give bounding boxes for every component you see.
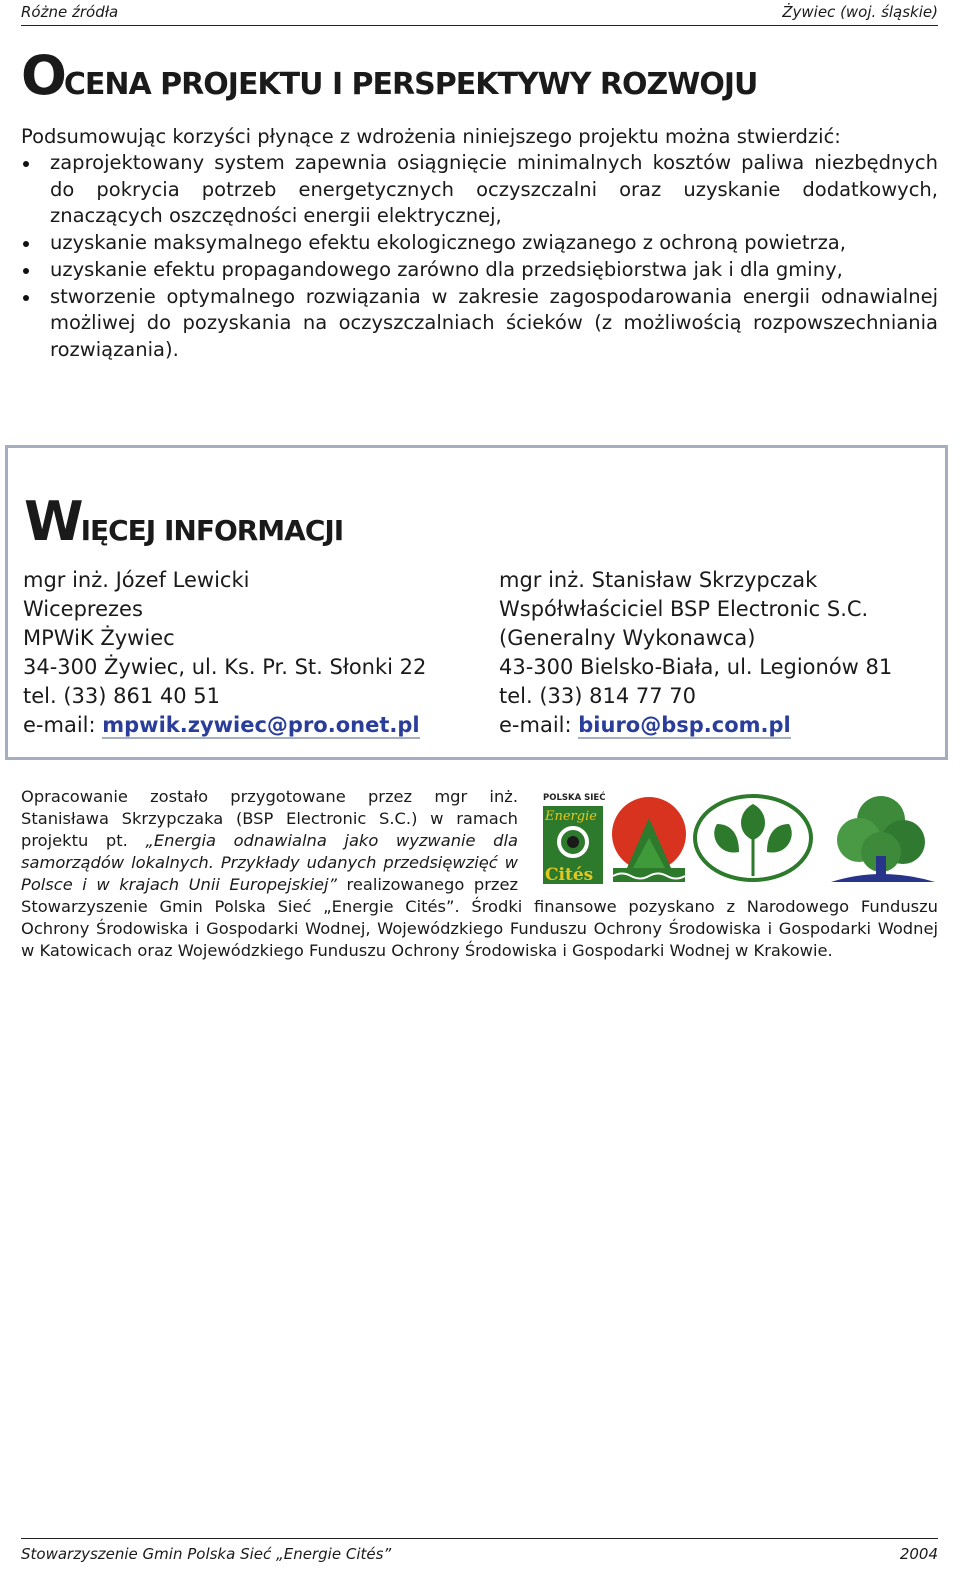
contact-phone: tel. (33) 814 77 70 xyxy=(499,684,696,708)
bullet-icon xyxy=(23,268,29,274)
intro-text: Podsumowując korzyści płynące z wdrożenia niniejszego projektu można stwierdzić: xyxy=(21,125,841,148)
footer-left: Stowarzyszenie Gmin Polska Sieć „Energie Cités” xyxy=(21,1545,392,1563)
list-item xyxy=(21,230,938,257)
title-rest: CENA PROJEKTU I PERSPEKTYWY ROZWOJU xyxy=(63,67,758,102)
section-title-info xyxy=(24,490,343,553)
list-item-text: uzyskanie efektu propagandowego zarówno dla przedsiębiorstwa jak i dla gminy, xyxy=(50,257,843,281)
section-title-ocena xyxy=(21,44,757,107)
bullet-icon xyxy=(23,295,29,301)
footer-year: 2004 xyxy=(899,1545,938,1563)
email-label: e-mail: xyxy=(23,713,96,737)
contact-email-row xyxy=(23,711,426,740)
title-rest: IĘCEJ INFORMACJI xyxy=(80,514,344,547)
contact-org: (Generalny Wykonawca) xyxy=(499,626,756,650)
list-item-text: zaprojektowany system zapewnia osiągnięcie minimalnych kosztów paliwa niezbędnych do pokrycia potrzeb energetycznych oczyszczalni oraz uzyskanie dodatkowych, znaczących oszczędności energii elektrycznej, xyxy=(50,151,938,228)
title-initial: O xyxy=(21,44,64,107)
credit-project-title: „Energia odnawialna jako wyzwanie dla samorządów lokalnych. Przykłady udanych przedsięwzięć w Polsce i w krajach Unii Europejskiej” xyxy=(21,831,518,894)
credit-note xyxy=(21,786,938,962)
more-info-box xyxy=(5,445,948,760)
benefits-list xyxy=(21,150,938,364)
contact-name: mgr inż. Stanisław Skrzypczak xyxy=(499,568,818,592)
bullet-icon xyxy=(23,241,29,247)
logo-word: Cités xyxy=(545,865,594,885)
list-item-text: uzyskanie maksymalnego efektu ekologicznego związanego z ochroną powietrza, xyxy=(50,231,846,255)
list-item xyxy=(21,257,938,284)
header-right: Żywiec (woj. śląskie) xyxy=(782,3,938,21)
contact-phone: tel. (33) 861 40 51 xyxy=(23,684,220,708)
bullet-icon xyxy=(23,161,29,167)
header-left: Różne źródła xyxy=(21,3,119,21)
contact-address: 34-300 Żywiec, ul. Ks. Pr. St. Słonki 22 xyxy=(23,655,427,679)
contact-role: Wiceprezes xyxy=(23,597,143,621)
email-link[interactable]: mpwik.zywiec@pro.onet.pl xyxy=(102,713,420,737)
contact-role: Współwłaściciel BSP Electronic S.C. xyxy=(499,597,869,621)
contact-address: 43-300 Bielsko-Biała, ul. Legionów 81 xyxy=(499,655,893,679)
contact-name: mgr inż. Józef Lewicki xyxy=(23,568,250,592)
contact-left xyxy=(23,566,426,740)
logo-word: Energie xyxy=(545,809,597,824)
list-item xyxy=(21,150,938,230)
title-initial: W xyxy=(24,490,81,553)
list-item-text: stworzenie optymalnego rozwiązania w zakresie zagospodarowania energii odnawialnej możliwej do pozyskania na oczyszczalniach ścieków (z możliwością rozpowszechniania rozwiązania). xyxy=(50,284,938,361)
credit-text-a: Opracowanie zostało przygotowane przez mgr inż. Stanisława Skrzypczaka (BSP Electronic S.C.) w ramach projektu pt. xyxy=(21,787,518,850)
logo-caption: POLSKA SIEĆ xyxy=(543,793,606,803)
credit-paragraph xyxy=(21,786,938,962)
contact-right xyxy=(499,566,892,740)
email-link[interactable]: biuro@bsp.com.pl xyxy=(578,713,791,737)
email-label: e-mail: xyxy=(499,713,572,737)
credit-text-b: realizowanego przez Stowarzyszenie Gmin Polska Sieć „Energie Cités”. Środki finansowe pozyskano z Narodowego Funduszu Ochrony Środowiska i Gospodarki Wodnej, Wojewódzkiego Funduszu Ochrony Środowiska i Gospodarki Wodnej w Katowicach oraz Wojewódzkiego Funduszu Ochrony Środowiska i Gospodarki Wodnej w Krakowie. xyxy=(21,875,938,960)
page-header xyxy=(21,3,938,26)
contact-email-row xyxy=(499,711,892,740)
list-item xyxy=(21,284,938,364)
contact-org: MPWiK Żywiec xyxy=(23,626,175,650)
page-footer xyxy=(21,1538,938,1563)
